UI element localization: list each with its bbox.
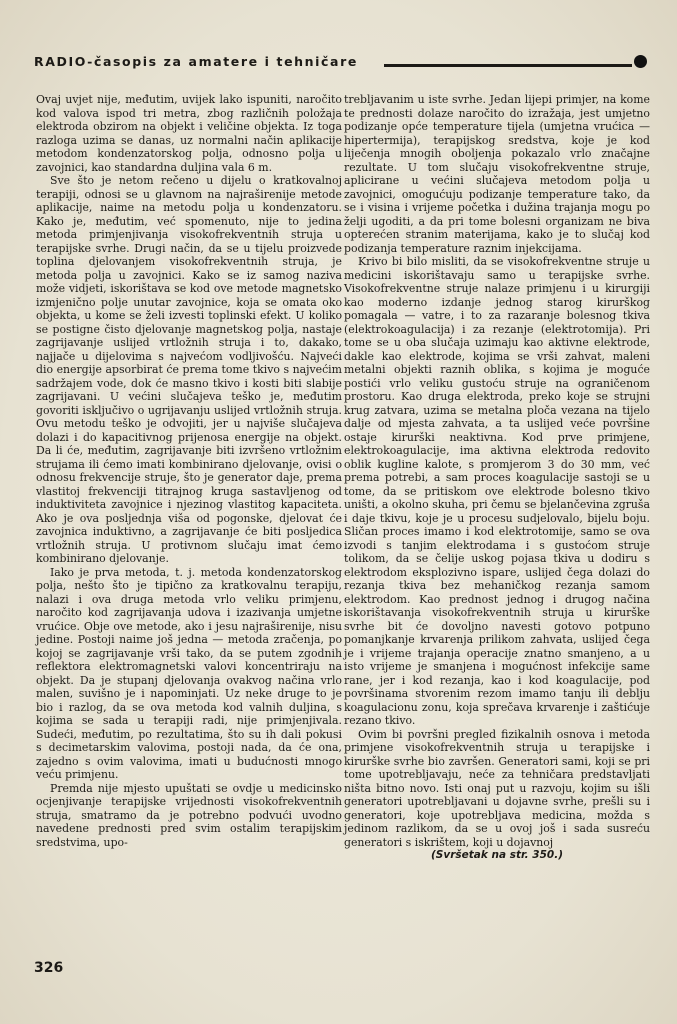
- left-column: [36, 93, 342, 849]
- paragraph: Ovaj uvjet nije, međutim, uvijek lako ispuniti, naročito kod valova ispod tri metra, zbog različnih položaja elektroda obzirom na objekt i veličine objekta. Iz toga razloga uzima se danas, uz normalni način aplikacije metodom kondenzatorskog polja, odnosno polja u zavojnici, kao standardna duljina vala 6 m.: [36, 93, 342, 174]
- paragraph: Sve što je netom rečeno u dijelu o kratkovalnoj terapiji, odnosi se u glavnom na najraširenije metode aplikacije, naime na metodu polja u kondenzatoru. Kako je, međutim, već spomenuto, nije to jedina metoda primjenjivanja visokofrekventnih struja u terapijske svrhe. Drugi način, da se u tijelu proizvede toplina djelovanjem visokofrekventnih struja, je metoda polja u zavojnici. Kako se iz samog naziva može vidjeti, iskorištava se kod ove metode magnetsko izmjenično polje unutar zavojnice, koja se omata oko objekta, u kome se želi izvesti toplinski efekt. U koliko se postigne čisto djelovanje magnetskog polja, nastaje zagrijavanje uslijed vrtložnih struja i to, dakako, najjače u dijelovima s najvećom vodljivošću. Najveći dio energije apsorbirat će prema tome tkivo s najvećim sadržajem vode, dok će masno tkivo i kosti biti slabije zagrijavani. U većini slučajeva teško je, međutim govoriti isključivo o ugrijavanju uslijed vrtložnih struja. Ovu metodu teško je odvojiti, jer u najviše slučajeva dolazi i do kapacitivnog prijenosa energije na objekt. Da li će, međutim, zagrijavanje biti izvršeno vrtložnim strujama ili ćemo imati kombinirano djelovanje, ovisi o odnosu frekvencije struje, što je generator daje, prema vlastitoj frekvenciji titrajnog kruga sastavljenog od induktiviteta zavojnice i njezinog vlastitog kapaciteta. Ako je ova posljednja viša od pogonske, djelovat će zavojnica induktivno, a zagrijavanje će biti posljedica vrtložnih struja. U protivnom slučaju imat ćemo kombinirano djelovanje.: [36, 174, 342, 565]
- paragraph: Ovim bi površni pregled fizikalnih osnova i metoda primjene visokofrekventnih struja u terapijske i kirurške svrhe bio završen. Generatori sami, koji se pri tome upotrebljavaju, neće za tehničara predstavljati ništa bitno novo. Isti onaj put u razvoju, kojim su išli generatori upotrebljavani u dojavne svrhe, prešli su i generatori, koje upotrebljava medicina, možda s jedinom razlikom, da se u ovoj još i sada susreću generatori s iskrištem, koji u dojavnoj: [344, 727, 650, 849]
- paragraph: Premda nije mjesto upuštati se ovdje u medicinsko ocjenjivanje terapijske vrijednosti visokofrekventnih struja, smatramo da je potrebno podvući uvodno navedene prednosti pred svim ostalim terapijskim sredstvima, upo-: [36, 781, 342, 849]
- paragraph: Krivo bi bilo misliti, da se visokofrekventne struje u medicini iskorištavaju samo u terapijske svrhe. Visokofrekventne struje nalaze primjenu i u kirurgiji kao moderno izdanje jednog starog kirurškog pomagala — vatre, i to za razaranje bolesnog tkiva (elektrokoagulacija) i za rezanje (elektrotomija). Pri tome se u oba slučaja uzimaju kao aktivne elektrode, dakle kao elektrode, kojima se vrši zahvat, maleni metalni objekti raznih oblika, s kojima je moguće postići vrlo veliku gustoću struje na ograničenom prostoru. Kao druga elektroda, preko koje se strujni krug zatvara, uzima se metalna ploča vezana na tijelo dalje od mjesta zahvata, a ta uslijed veće površine ostaje kirurški neaktivna. Kod prve primjene, elektrokoagulacije, ima aktivna elektroda redovito oblik kugline kalote, s promjerom 3 do 30 mm, već prema potrebi, a sam proces koagulacije sastoji se u tome, da se pritiskom ove elektrode bolesno tkivo uništi, a okolno skuha, pri čemu se bjelančevina zgruša i daje tkivu, koje je u procesu sudjelovalo, bijelu boju. Sličan proces imamo i kod elektrotomije, samo se ova izvodi s tanjim elektrodama i s gustoćom struje tolikom, da se čelije uskog pojasa tkiva u dodiru s elektrodom eksplozivno ispare, uslijed čega dolazi do rezanja tkiva bez mehaničkog rezanja samom elektrodom. Kao prednost jednog i drugog načina iskorištavanja visokofrekventnih struja u kirurške svrhe bit će dovoljno navesti gotovo potpuno pomanjkanje krvarenja prilikom zahvata, uslijed čega je i vrijeme trajanja operacije znatno smanjeno, a u isto vrijeme je smanjena i mogućnost infekcije same rane, jer i kod rezanja, kao i kod koagulacije, pod površinama stvorenim rezom imamo tanju ili deblju koagulacionu zonu, koja sprečava krvarenje i zaštićuje rezano tkivo.: [344, 255, 650, 727]
- paragraph: Iako je prva metoda, t. j. metoda kondenzatorskog polja, nešto što je tipično za kratkovalnu terapiju, nalazi i ova druga metoda vrlo veliku primjenu, naročito kod zagrijavanja udova i izazivanja umjetne vrućice. Obje ove metode, ako i jesu najraširenije, nisu jedine. Postoji naime još jedna — metoda zračenja, po kojoj se zagrijavanje vrši tako, da se putem zgodnih reflektora elektromagnetski valovi koncentriraju na objekt. Da je stupanj djelovanja ovakvog načina vrlo malen, suvišno je i napominjati. Uz neke druge to je bio i razlog, da se ova metoda kod valnih duljina, s kojima se sada u terapiji radi, nije primjenjivala. Sudeći, međutim, po rezultatima, što su ih dali pokusi s decimetarskim valovima, postoji nada, da će ona, zajedno s ovim valovima, imati u budućnosti mnogo veću primjenu.: [36, 565, 342, 781]
- page-number: 326: [34, 960, 64, 976]
- header-bullet-icon: [634, 55, 647, 68]
- right-column: [344, 93, 650, 863]
- journal-title: RADIO-časopis za amatere i tehničare: [34, 54, 358, 69]
- header-rule: [384, 64, 632, 67]
- paragraph: trebljavanim u iste svrhe. Jedan lijepi primjer, na kome te prednosti dolaze naročito do izražaja, jest umjetno podizanje opće temperature tijela (umjetna vrućica — hipertermija), terapijskog sredstva, koje je kod liječenja mnogih oboljenja pokazalo vrlo značajne rezultate. U tom slučaju visokofrekventne struje, aplicirane u većini slučajeva metodom polja u zavojnici, omogućuju podizanje temperature tako, da se i visina i vrijeme početka i dužina trajanja mogu po želji ugoditi, a da pri tome bolesni organizam ne biva opterećen stranim materijama, kako je to slučaj kod podizanja temperature raznim injekcijama.: [344, 93, 650, 255]
- continuation-note: (Svršetak na str. 350.): [430, 849, 563, 861]
- running-header: [34, 52, 646, 74]
